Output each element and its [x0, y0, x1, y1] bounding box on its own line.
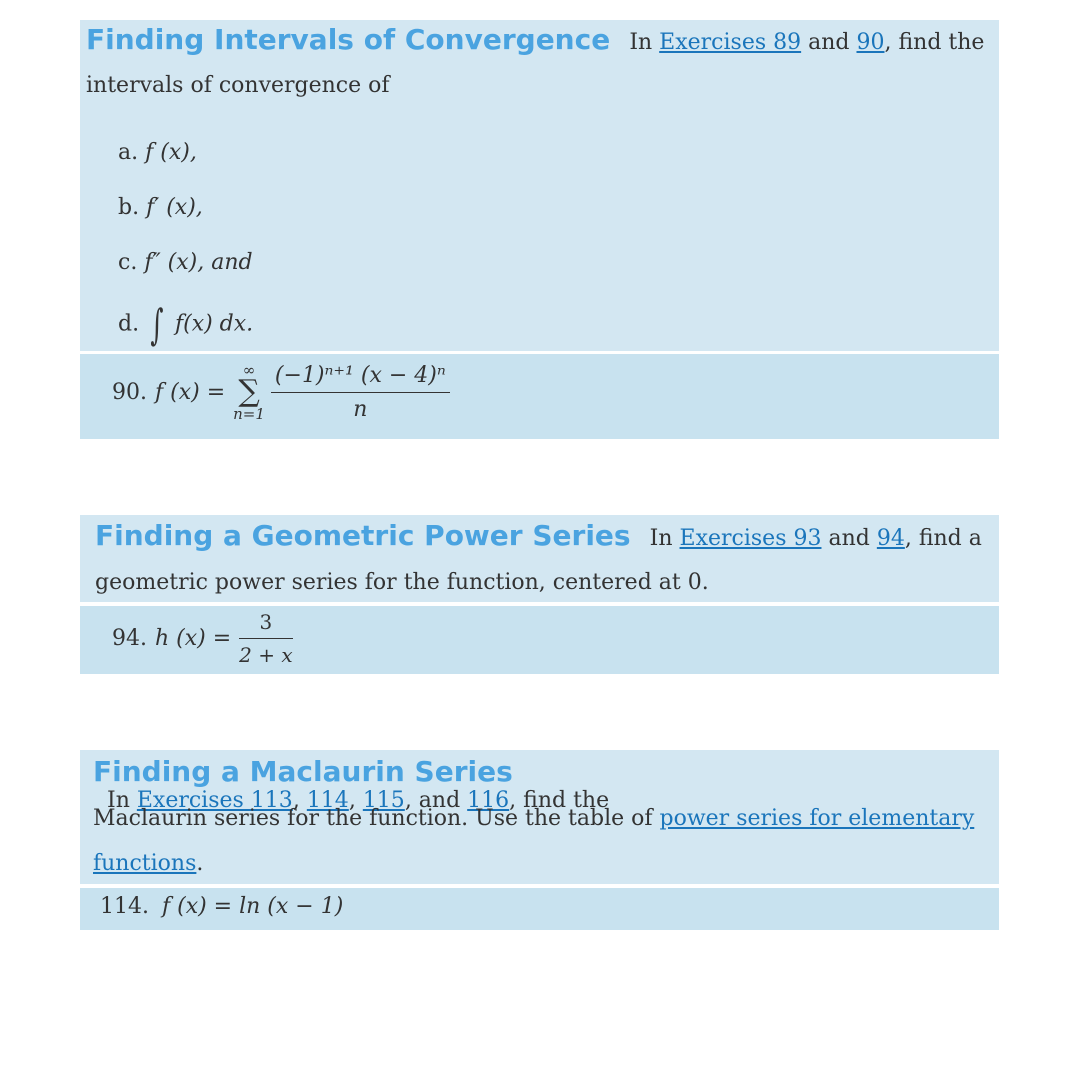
header-line-1	[93, 755, 999, 813]
intro-post: , find a	[904, 526, 982, 551]
intro-text	[629, 30, 984, 55]
intro-post: , find the	[884, 30, 985, 55]
exercise-fraction	[239, 610, 292, 667]
exercise-formula	[100, 894, 343, 919]
exercise-number: 90.	[112, 379, 147, 405]
exercise-formula	[112, 362, 450, 422]
header-line-1	[95, 519, 982, 552]
intro-post: , find the	[509, 788, 610, 813]
section-title: Finding a Geometric Power Series	[95, 519, 631, 552]
item-expr: f (x),	[145, 140, 197, 165]
fraction-numerator: (−1)ⁿ⁺¹ (x − 4)ⁿ	[271, 363, 450, 393]
exercise-expr: f (x) = ln (x − 1)	[161, 894, 344, 919]
exercise-formula	[112, 610, 293, 667]
intro-pre: In	[107, 788, 137, 813]
sum-symbol: ∑	[238, 374, 260, 409]
link-power-series-table-cont[interactable]: functions	[93, 851, 197, 876]
list-item-d	[118, 300, 253, 349]
section-header	[80, 20, 999, 351]
link-exercises-89[interactable]: Exercises 89	[659, 30, 802, 55]
fraction-numerator: 3	[239, 610, 292, 639]
link-exercises-113[interactable]: Exercises 113	[136, 788, 293, 813]
header-line-1	[86, 23, 984, 56]
fraction-denominator: n	[353, 396, 368, 422]
exercise-lhs: f (x) =	[155, 379, 226, 405]
summation	[233, 362, 265, 422]
link-exercises-93[interactable]: Exercises 93	[679, 526, 822, 551]
intro-end: .	[196, 851, 204, 876]
intro-sep: ,	[292, 788, 307, 813]
item-expr: f(x) dx.	[174, 311, 254, 337]
intro-line-3	[93, 851, 203, 876]
intro-line-2: geometric power series for the function, centered at 0.	[95, 570, 709, 595]
section-header	[80, 750, 999, 884]
item-expr: f″ (x), and	[144, 250, 253, 275]
link-94[interactable]: 94	[876, 526, 905, 551]
list-item-b	[118, 195, 203, 220]
section-title: Finding a Maclaurin Series	[93, 755, 513, 788]
exercise-lhs: h (x) =	[155, 626, 232, 651]
link-90[interactable]: 90	[856, 30, 885, 55]
item-label: d.	[118, 311, 140, 337]
section-maclaurin-series	[80, 750, 999, 930]
section-intervals-of-convergence	[80, 20, 999, 439]
exercise-fraction	[271, 363, 450, 422]
intro-pre: In	[649, 526, 680, 551]
section-header	[80, 515, 999, 602]
fraction-denominator: 2 + x	[239, 643, 293, 667]
item-label: a.	[118, 140, 139, 165]
exercise-90	[80, 354, 999, 439]
intro-sep: , and	[404, 788, 468, 813]
link-114[interactable]: 114	[306, 788, 349, 813]
link-power-series-table[interactable]: power series for elementary	[659, 806, 975, 831]
intro-mid: and	[801, 30, 857, 55]
sum-upper-limit: ∞	[242, 361, 256, 379]
intro-line-2: intervals of convergence of	[86, 73, 390, 98]
item-label: b.	[118, 195, 140, 220]
section-title: Finding Intervals of Convergence	[86, 23, 611, 56]
intro-pre: In	[629, 30, 660, 55]
exercise-number: 94.	[112, 626, 147, 651]
link-116[interactable]: 116	[467, 788, 510, 813]
intro-text-2: Maclaurin series for the function. Use the table of	[93, 806, 660, 831]
link-115[interactable]: 115	[362, 788, 405, 813]
integral-sign: ∫	[150, 300, 164, 349]
exercise-94	[80, 606, 999, 674]
item-expr: f′ (x),	[146, 195, 203, 220]
item-label: c.	[118, 250, 138, 275]
list-item-c	[118, 250, 253, 275]
sum-lower-limit: n=1	[233, 405, 265, 423]
intro-mid: and	[821, 526, 877, 551]
exercise-number: 114.	[100, 894, 149, 919]
list-item-a	[118, 140, 197, 165]
section-geometric-power-series	[80, 515, 999, 674]
intro-line-2	[93, 806, 974, 831]
exercise-114	[80, 888, 999, 930]
intro-text	[650, 526, 982, 551]
intro-sep: ,	[348, 788, 363, 813]
